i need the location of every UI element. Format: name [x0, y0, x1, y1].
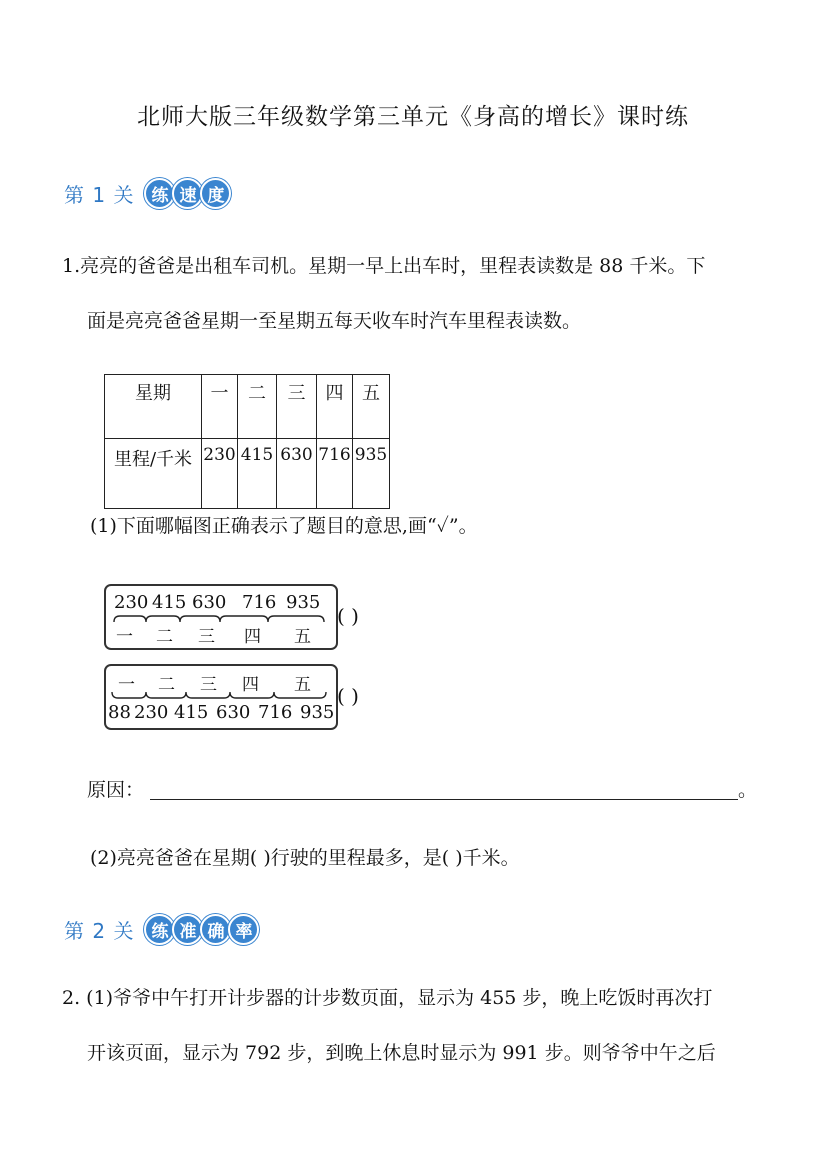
- diagram-value: 716: [242, 592, 277, 613]
- diagram-day: 五: [294, 627, 311, 647]
- table-header-cell: 五: [353, 375, 390, 439]
- reason-answer-line[interactable]: [150, 799, 738, 800]
- answer-paren-1[interactable]: ( ): [337, 604, 359, 628]
- table-row: [105, 439, 390, 509]
- diagram-day: 二: [158, 675, 175, 695]
- section-badge: 练: [144, 178, 175, 209]
- section-badge: 度: [200, 178, 231, 209]
- table-cell: 716: [317, 439, 353, 509]
- reason-end: 。: [738, 779, 758, 801]
- diagram-option-2[interactable]: [104, 664, 338, 730]
- table-cell: 230: [202, 439, 238, 509]
- question-2-line-1: 2. (1)爷爷中午打开计步器的计步数页面，显示为 455 步，晚上吃饭时再次打: [62, 987, 713, 1009]
- answer-paren-2[interactable]: ( ): [337, 684, 359, 708]
- diagram-day: 二: [156, 627, 173, 647]
- diagram-value: 716: [258, 702, 293, 723]
- question-1-line-1: 1.亮亮的爸爸是出租车司机。星期一早上出车时，里程表读数是 88 千米。下: [62, 255, 706, 277]
- diagram-option-1[interactable]: [104, 584, 338, 650]
- diagram-value: 935: [286, 592, 321, 613]
- table-header-cell: 星期: [105, 375, 202, 439]
- diagram-value: 230: [134, 702, 169, 723]
- question-2-line-2: 开该页面，显示为 792 步，到晚上休息时显示为 991 步。则爷爷中午之后: [87, 1042, 716, 1064]
- section-level: 第 1 关: [64, 183, 135, 207]
- diagram-value: 415: [152, 592, 187, 613]
- section-header-1: [64, 178, 228, 209]
- section-badge: 准: [172, 914, 203, 945]
- diagram-day: 四: [242, 675, 259, 695]
- diagram-day: 一: [116, 627, 133, 647]
- diagram-day: 五: [294, 675, 311, 695]
- reason-label: 原因：: [87, 779, 145, 801]
- mileage-table: [104, 374, 390, 509]
- brace-segments: [110, 690, 330, 702]
- sub-question-1: (1)下面哪幅图正确表示了题目的意思,画“✓”。: [90, 515, 478, 537]
- diagram-value: 415: [174, 702, 209, 723]
- section-badge: 确: [200, 914, 231, 945]
- section-badge: 练: [144, 914, 175, 945]
- page-title: 北师大版三年级数学第三单元《身高的增长》课时练: [137, 104, 689, 130]
- section-badge: 速: [172, 178, 203, 209]
- diagram-value: 230: [114, 592, 149, 613]
- diagram-value: 630: [216, 702, 251, 723]
- table-cell: 415: [238, 439, 277, 509]
- diagram-day: 一: [118, 675, 135, 695]
- table-row-label: 里程/千米: [105, 439, 202, 509]
- section-badge: 率: [228, 914, 259, 945]
- diagram-day: 四: [244, 627, 261, 647]
- table-header-cell: 四: [317, 375, 353, 439]
- table-header-cell: 一: [202, 375, 238, 439]
- table-header-cell: 三: [277, 375, 317, 439]
- table-row: [105, 375, 390, 439]
- diagram-day: 三: [200, 675, 217, 695]
- diagram-value: 935: [300, 702, 335, 723]
- sub-question-2: (2)亮亮爸爸在星期( )行驶的里程最多，是( )千米。: [90, 847, 520, 869]
- table-cell: 935: [353, 439, 390, 509]
- table-header-cell: 二: [238, 375, 277, 439]
- section-level: 第 2 关: [64, 919, 135, 943]
- diagram-day: 三: [198, 627, 215, 647]
- table-cell: 630: [277, 439, 317, 509]
- diagram-value: 88: [108, 702, 131, 723]
- diagram-value: 630: [192, 592, 227, 613]
- question-1-line-2: 面是亮亮爸爸星期一至星期五每天收车时汽车里程表读数。: [87, 310, 582, 332]
- section-header-2: [64, 914, 256, 945]
